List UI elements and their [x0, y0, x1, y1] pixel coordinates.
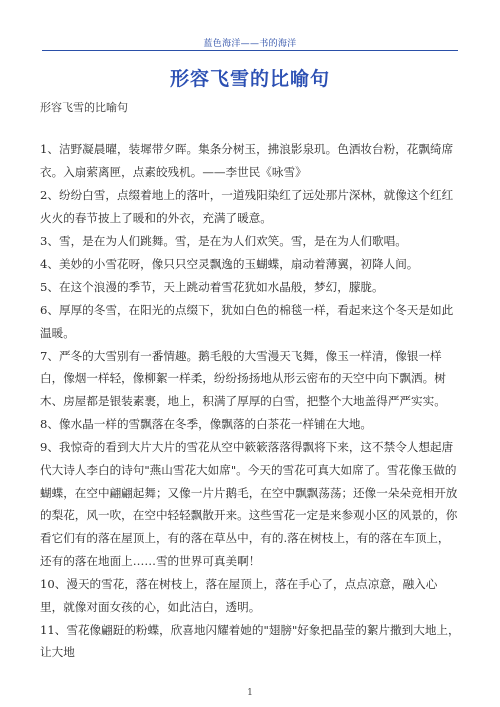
paragraph-7: 7、严冬的大雪别有一番情趣。鹅毛般的大雪漫天飞舞，像玉一样清，像银一样白，像烟一样轻，像柳絮一样柔，纷纷扬扬地从形云密布的天空中向下飘洒。树木、房屋都是银装素裹，地上，积满了厚厚的白雪，把整个大地盖得严严实实。	[40, 348, 446, 409]
page-number: 1	[247, 688, 253, 698]
paragraph-4: 4、美妙的小雪花呀，像只只空灵飘逸的玉蝴蝶，扇动着薄翼，初降人间。	[40, 256, 419, 271]
paragraph-11: 11、雪花像翩跹的粉蝶，欣喜地闪耀着她的"翅膀"好象把晶莹的絮片撒到大地上，让大地	[40, 622, 460, 660]
header-divider	[42, 50, 458, 51]
document-title: 形容飞雪的比喻句	[169, 68, 330, 90]
document-subtitle: 形容飞雪的比喻句	[40, 101, 128, 114]
paragraph-6: 6、厚厚的冬雪，在阳光的点缀下，犹如白色的棉毯一样，看起来这个冬天是如此温暖。	[40, 302, 454, 340]
document-body	[40, 138, 460, 664]
page-header: 蓝色海洋——书的海洋	[203, 39, 297, 49]
paragraph-1: 1、洁野凝晨曜，装墀带夕晖。集条分树玉，拂浪影泉玑。色洒妆台粉，花飘绮席衣。入扇萦离匣，点素皎残机。——李世民《咏雪》	[40, 142, 454, 179]
paragraph-10: 10、漫天的雪花，落在树枝上，落在屋顶上，落在手心了，点点凉意，融入心里，就像对面女孩的心，如此洁白，透明。	[40, 576, 438, 614]
paragraph-5: 5、在这个浪漫的季节，天上跳动着雪花犹如水晶般，梦幻，朦胧。	[40, 279, 384, 294]
paragraph-9: 9、我惊奇的看到大片大片的雪花从空中簌簌落落得飘将下来，这不禁令人想起唐代大诗人李白的诗句"燕山雪花大如席"。今天的雪花可真大如席了。雪花像玉做的蝴蝶，在空中翩翩起舞；又像一片片鹅毛，在空中飘飘荡荡；还像一朵朵竞相开放的梨花，风一吹，在空中轻轻飘散开来。这些雪花一定是来参观小区的风景的，你看它们有的落在屋顶上，有的落在草丛中，有的.落在树枝上，有的落在车顶上，还有的落在地面上……雪的世界可真美啊！	[40, 440, 458, 568]
paragraph-2: 2、纷纷白雪，点缀着地上的落叶，一道残阳染红了远处那片深林，就像这个红红火火的春节披上了暖和的外衣，充满了暖意。	[40, 187, 454, 225]
paragraph-8: 8、像水晶一样的雪飘落在冬季，像飘落的白茶花一样铺在大地。	[40, 417, 373, 432]
paragraph-3: 3、雪，是在为人们跳舞。雪，是在为人们欢笑。雪，是在为人们歌唱。	[40, 233, 407, 248]
